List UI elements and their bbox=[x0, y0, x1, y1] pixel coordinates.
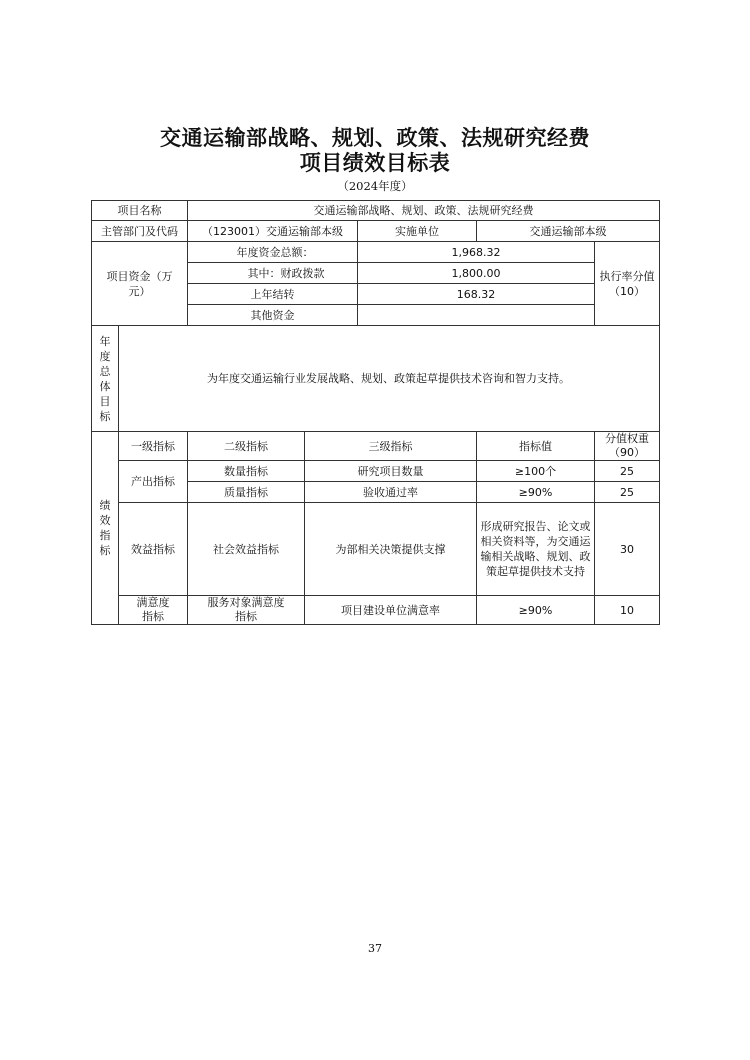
benefit-level3: 为部相关决策提供支撑 bbox=[305, 503, 477, 596]
table-row bbox=[92, 242, 660, 263]
funds-fiscal-value: 1,800.00 bbox=[358, 263, 595, 284]
funds-total-label: 年度资金总额： bbox=[188, 242, 358, 263]
project-name-label: 项目名称 bbox=[92, 201, 188, 221]
satisfaction-value: ≥90% bbox=[477, 596, 595, 625]
table-row bbox=[92, 326, 660, 432]
satisfaction-indicators-label: 满意度指标 bbox=[119, 596, 188, 625]
document-title-line2: 项目绩效目标表 bbox=[299, 150, 451, 175]
funds-total-value: 1,968.32 bbox=[358, 242, 595, 263]
table-row bbox=[92, 201, 660, 221]
quantity-weight: 25 bbox=[595, 461, 660, 482]
page-number: 37 bbox=[368, 942, 382, 955]
funds-fiscal-label: 其中：财政拨款 bbox=[188, 263, 358, 284]
satisfaction-weight: 10 bbox=[595, 596, 660, 625]
quality-weight: 25 bbox=[595, 482, 660, 503]
header-level1: 一级指标 bbox=[119, 432, 188, 461]
impl-value: 交通运输部本级 bbox=[477, 221, 660, 242]
service-satisfaction-label: 服务对象满意度指标 bbox=[188, 596, 305, 625]
table-row bbox=[92, 461, 660, 482]
performance-target-table bbox=[91, 200, 660, 625]
header-level3: 三级指标 bbox=[305, 432, 477, 461]
table-row bbox=[92, 221, 660, 242]
funds-other-value bbox=[358, 305, 595, 326]
funds-carryover-value: 168.32 bbox=[358, 284, 595, 305]
quality-level3: 验收通过率 bbox=[305, 482, 477, 503]
quantity-level3: 研究项目数量 bbox=[305, 461, 477, 482]
dept-value: （123001）交通运输部本级 bbox=[188, 221, 358, 242]
social-benefit-label: 社会效益指标 bbox=[188, 503, 305, 596]
header-weight: 分值权重（90） bbox=[595, 432, 660, 461]
quality-indicator-label: 质量指标 bbox=[188, 482, 305, 503]
funds-label: 项目资金（万元） bbox=[92, 242, 188, 326]
perf-indicators-label: 绩效指标 bbox=[92, 432, 119, 625]
benefit-value: 形成研究报告、论文或相关资料等，为交通运输相关战略、规划、政策起草提供技术支持 bbox=[477, 503, 595, 596]
impl-label: 实施单位 bbox=[358, 221, 477, 242]
exec-rate-label: 执行率分值（10） bbox=[595, 242, 660, 326]
document-title-line1: 交通运输部战略、规划、政策、法规研究经费 bbox=[160, 125, 590, 150]
header-level2: 二级指标 bbox=[188, 432, 305, 461]
quantity-value: ≥100个 bbox=[477, 461, 595, 482]
quality-value: ≥90% bbox=[477, 482, 595, 503]
benefit-weight: 30 bbox=[595, 503, 660, 596]
funds-carryover-label: 上年结转 bbox=[188, 284, 358, 305]
table-row bbox=[92, 432, 660, 461]
annual-goal-text: 为年度交通运输行业发展战略、规划、政策起草提供技术咨询和智力支持。 bbox=[119, 326, 660, 432]
satisfaction-level3: 项目建设单位满意率 bbox=[305, 596, 477, 625]
benefit-indicators-label: 效益指标 bbox=[119, 503, 188, 596]
table-row bbox=[92, 596, 660, 625]
funds-other-label: 其他资金 bbox=[188, 305, 358, 326]
dept-label: 主管部门及代码 bbox=[92, 221, 188, 242]
project-name-value: 交通运输部战略、规划、政策、法规研究经费 bbox=[188, 201, 660, 221]
header-value: 指标值 bbox=[477, 432, 595, 461]
output-indicators-label: 产出指标 bbox=[119, 461, 188, 503]
annual-goal-label: 年度总体目标 bbox=[92, 326, 119, 432]
year-label: （2024年度） bbox=[337, 179, 413, 193]
quantity-indicator-label: 数量指标 bbox=[188, 461, 305, 482]
table-row bbox=[92, 503, 660, 596]
